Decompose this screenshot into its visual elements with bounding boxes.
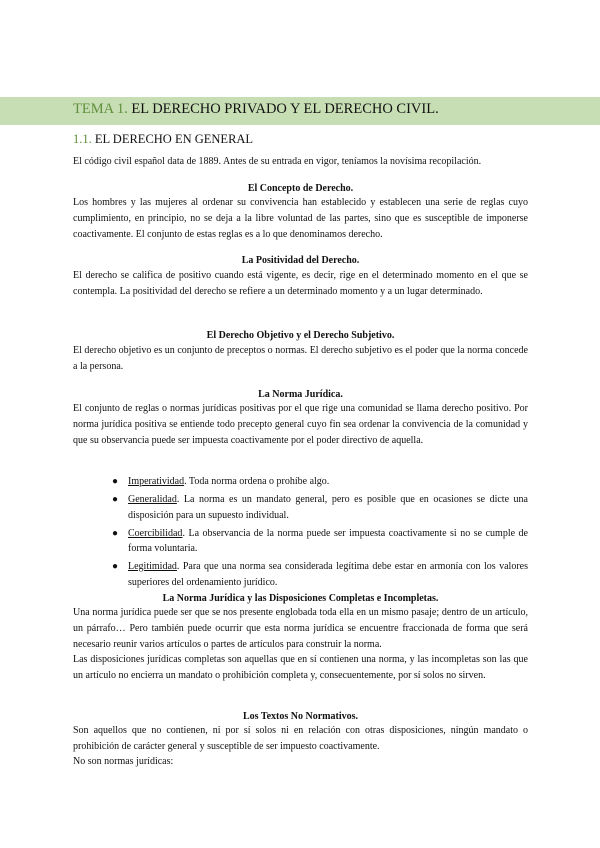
textos-paragraph-2: No son normas jurídicas:	[73, 756, 174, 767]
positividad-heading: La Positividad del Derecho.	[241, 255, 360, 266]
list-item	[112, 559, 528, 590]
bullet-icon: ●	[112, 561, 119, 572]
objetivo-paragraph: El derecho objetivo es un conjunto de preceptos o normas. El derecho subjetivo es el poder que la norma concede a la persona.	[73, 345, 528, 372]
list-item-text: . La observancia de la norma puede ser impuesta coactivamente si no se cumple de forma voluntaria.	[128, 527, 528, 554]
list-item-term: Legitimidad	[128, 561, 177, 572]
list-item	[112, 526, 528, 557]
norma-heading: La Norma Jurídica.	[258, 389, 343, 400]
concepto-heading: El Concepto de Derecho.	[247, 183, 354, 194]
list-item-term: Generalidad	[128, 494, 177, 505]
list-item-text: . Para que una norma sea considerada legítima debe estar en armonía con los valores superiores del ordenamiento jurídico.	[128, 561, 528, 588]
title-number: TEMA 1.	[73, 101, 128, 117]
intro-paragraph: El código civil español data de 1889. Antes de su entrada en vigor, teníamos la novísima recopilación.	[73, 156, 482, 167]
list-item-text: . Toda norma ordena o prohíbe algo.	[184, 476, 330, 487]
bullet-icon: ●	[112, 494, 119, 505]
list-item-term: Coercibilidad	[128, 527, 183, 539]
disposiciones-paragraph-1: Una norma jurídica puede ser que se nos presente englobada toda ella en un mismo pasaje; dentro de un artículo, un párrafo… Pero también puede ocurrir que esta norma jurídica se encuentre fraccionada de forma que será necesario reunir varios artículos o partes de artículos para construir la norma.	[73, 607, 528, 650]
section-text: EL DERECHO EN GENERAL	[91, 132, 254, 146]
bullet-icon: ●	[112, 527, 119, 539]
textos-heading: Los Textos No Normativos.	[242, 711, 358, 722]
bullet-icon: ●	[112, 476, 119, 487]
textos-paragraph-1: Son aquellos que no contienen, ni por sí solos ni en relación con otras disposiciones, ningún mandato o prohibición de carácter general y susceptible de ser impuesto coactivamente.	[73, 725, 528, 752]
section-heading	[73, 132, 253, 147]
title-text: EL DERECHO PRIVADO Y EL DERECHO CIVIL.	[127, 101, 439, 117]
concepto-paragraph: Los hombres y las mujeres al ordenar su convivencia han establecido y establecen una serie de reglas cuyo cumplimiento, en principio, no se deja a la libre voluntad de las partes, sino que es susceptible de imponerse coactivamente. El conjunto de estas reglas es a lo que denominamos derecho.	[73, 197, 528, 240]
list-item-term: Imperatividad	[128, 476, 185, 487]
list-item-text: . La norma es un mandato general, pero es posible que en ocasiones se dicte una disposición para un supuesto individual.	[128, 494, 528, 521]
page-title	[73, 101, 439, 118]
norma-paragraph: El conjunto de reglas o normas jurídicas positivas por el que rige una comunidad se llama derecho positivo. Por norma jurídica positiva se entiende todo precepto general cuyo fin sea ordenar la convivencia de la comunidad y que su observancia puede ser impuesta coactivamente por el poder directivo de aquella.	[73, 403, 528, 446]
positividad-paragraph: El derecho se califica de positivo cuando está vigente, es decir, rige en el determinado momento en el que se contempla. La positividad del derecho se refiere a un determinado momento y a un lugar determinado.	[73, 270, 528, 297]
list-item	[112, 492, 528, 523]
disposiciones-paragraph-2: Las disposiciones jurídicas completas son aquellas que en sí contienen una norma, y las incompletas son las que un artículo no encierra un mandato o prohibición completa y, consecuentemente, por sí solos no sirven.	[73, 654, 528, 681]
objetivo-heading: El Derecho Objetivo y el Derecho Subjetivo.	[206, 330, 395, 341]
list-item	[112, 474, 528, 490]
disposiciones-heading: La Norma Jurídica y las Disposiciones Completas e Incompletas.	[162, 593, 439, 604]
section-number: 1.1.	[73, 132, 92, 146]
norma-characteristics-list	[112, 474, 528, 593]
